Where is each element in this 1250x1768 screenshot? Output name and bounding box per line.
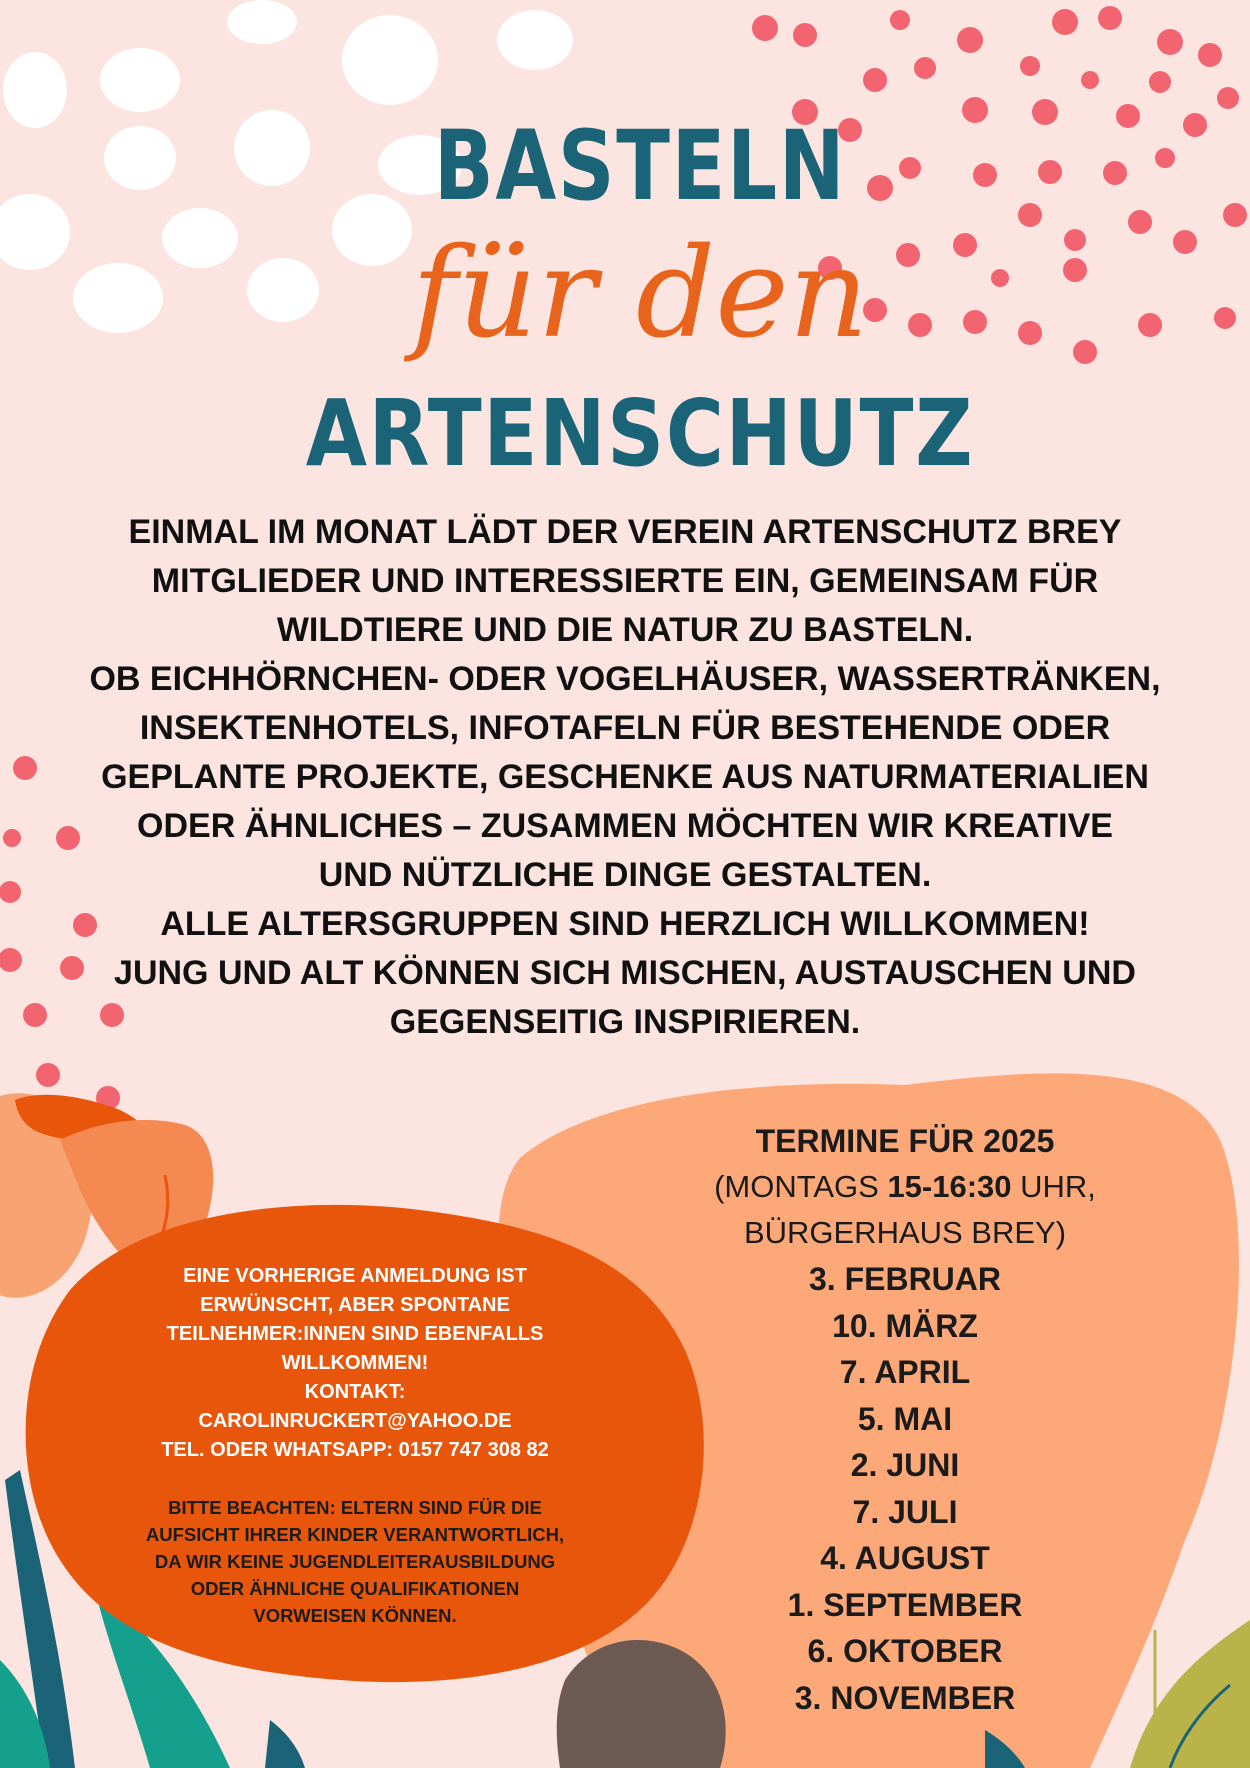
title-fuer-den: für den <box>411 222 869 366</box>
intro-text <box>55 508 1195 1047</box>
intro-line: WILDTIERE UND DIE NATUR ZU BASTELN. <box>276 611 974 649</box>
schedule-date: 5. MAI <box>857 1400 953 1437</box>
schedule-date: 7. JULI <box>852 1493 958 1530</box>
intro-line: ALLE ALTERSGRUPPEN SIND HERZLICH WILLKOMMEN! <box>160 905 1090 943</box>
title-artenschutz: ARTENSCHUTZ <box>305 380 975 487</box>
intro-line: JUNG UND ALT KÖNNEN SICH MISCHEN, AUSTAUSCHEN UND <box>114 954 1136 992</box>
info-line: ERWÜNSCHT, ABER SPONTANE <box>200 1294 510 1316</box>
contact-label: KONTAKT: <box>304 1381 406 1403</box>
note-line: DA WIR KEINE JUGENDLEITERAUSBILDUNG <box>154 1551 556 1572</box>
intro-line: EINMAL IM MONAT LÄDT DER VEREIN ARTENSCHUTZ BREY <box>128 513 1122 551</box>
schedule-location: BÜRGERHAUS BREY) <box>743 1215 1067 1250</box>
schedule-date: 6. OKTOBER <box>807 1633 1003 1669</box>
note-line: BITTE BEACHTEN: ELTERN SIND FÜR DIE <box>168 1497 542 1518</box>
title-basteln: BASTELN <box>433 110 847 222</box>
intro-line: GEGENSEITIG INSPIRIEREN. <box>389 1003 861 1041</box>
schedule-date: 7. APRIL <box>839 1354 971 1390</box>
contact-email: CAROLINRUCKERT@YAHOO.DE <box>198 1410 512 1432</box>
contact-phone: TEL. ODER WHATSAPP: 0157 747 308 82 <box>161 1439 549 1461</box>
schedule-date: 3. FEBRUAR <box>808 1261 1001 1297</box>
note-line: AUFSICHT IHRER KINDER VERANTWORTLICH, <box>145 1524 565 1545</box>
intro-line: ODER ÄHNLICHES – ZUSAMMEN MÖCHTEN WIR KREATIVE <box>137 807 1113 845</box>
schedule-heading: TERMINE FÜR 2025 <box>755 1123 1055 1159</box>
schedule-date: 1. SEPTEMBER <box>787 1586 1023 1623</box>
note-line: ODER ÄHNLICHE QUALIFIKATIONEN <box>190 1578 520 1599</box>
info-line: WILLKOMMEN! <box>281 1352 429 1374</box>
registration-info <box>110 1262 600 1629</box>
info-line: EINE VORHERIGE ANMELDUNG IST <box>183 1265 527 1287</box>
intro-line: GEPLANTE PROJEKTE, GESCHENKE AUS NATURMATERIALIEN <box>101 758 1149 796</box>
schedule-date: 10. MÄRZ <box>832 1307 978 1344</box>
schedule-time: (MONTAGS 15-16:30 UHR, <box>714 1169 1096 1204</box>
intro-line: MITGLIEDER UND INTERESSIERTE EIN, GEMEINSAM FÜR <box>151 562 1099 600</box>
note-line: VORWEISEN KÖNNEN. <box>253 1605 457 1626</box>
parental-note <box>110 1494 600 1629</box>
intro-line: OB EICHHÖRNCHEN- ODER VOGELHÄUSER, WASSERTRÄNKEN, <box>89 660 1161 698</box>
intro-line: INSEKTENHOTELS, INFOTAFELN FÜR BESTEHENDE ODER <box>139 709 1111 747</box>
schedule-date: 4. AUGUST <box>820 1540 990 1576</box>
schedule-date: 2. JUNI <box>850 1447 960 1483</box>
info-line: TEILNEHMER:INNEN SIND EBENFALLS <box>166 1323 544 1345</box>
schedule-date: 3. NOVEMBER <box>794 1679 1016 1716</box>
intro-line: UND NÜTZLICHE DINGE GESTALTEN. <box>318 856 932 894</box>
schedule <box>655 1118 1155 1721</box>
